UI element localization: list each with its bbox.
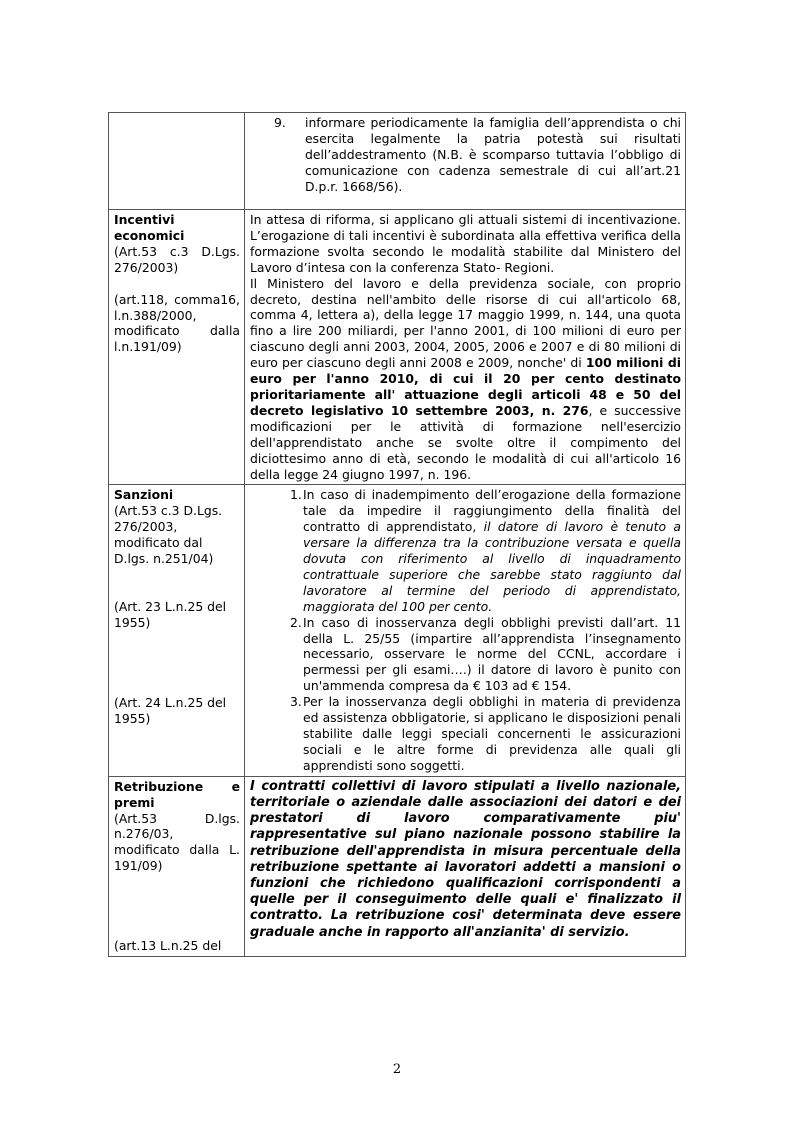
row1-content-cell: [245, 113, 686, 210]
list-item-number: 1.: [290, 487, 302, 503]
legal-reference: (Art.53 D.lgs. n.276/03, modificato dalla L. 191/09): [114, 810, 240, 874]
row3-label-cell: [109, 485, 245, 776]
list-item-number: 9.: [274, 115, 286, 130]
row3-content-cell: [245, 485, 686, 776]
list-item-text: Per la inosservanza degli obblighi in materia di previdenza ed assistenza obbligatorie, si applicano le disposizioni penali stabilite dalle leggi speciali concernenti le assicurazioni sociali e le altre forme di previdenza alle quali gli apprendisti sono soggetti.: [303, 694, 681, 773]
row4-content-cell: [245, 776, 686, 956]
row4-label-cell: [109, 776, 245, 956]
table-row: [109, 776, 686, 956]
list-item: [274, 115, 681, 195]
paragraph: I contratti collettivi di lavoro stipulati a livello nazionale, territoriale o aziendale dalle associazioni dei datori e dei prestatori di lavoro comparativamente piu' rappresentative sul piano nazionale possono stabilire la retribuzione dell'apprendista in misura percentuale della retribuzione spettante ai lavoratori addetti a mansioni o funzioni che richiedono qualificazioni corrispondenti a quelle per il conseguimento delle quali e' finalizzato il contratto. La retribuzione cosi' determinata deve essere graduale anche in rapporto all'anzianita' di servizio.: [250, 778, 681, 940]
list-item-number: 2.: [290, 614, 302, 630]
legal-reference: (Art.53 c.3 D.Lgs. 276/2003, modificato dal D.lgs. n.251/04): [114, 503, 223, 567]
list-item-text: informare periodicamente la famiglia dell’apprendista o chi esercita legalmente la patria potestà sui risultati dell’addestramento (N.B. è scomparso tuttavia l’obbligo di comunicazione con cadenza semestrale di cui all’art.21 D.p.r. 1668/56).: [305, 115, 681, 194]
list-item: [290, 614, 681, 695]
table-row: [109, 113, 686, 210]
row-label: Retribuzione e premi: [114, 778, 240, 810]
row2-content-cell: [245, 210, 686, 485]
paragraph: Il Ministero del lavoro e della previdenza sociale, con proprio decreto, destina nell'ambito delle risorse di cui all'articolo 68, comma 4, lettera a), della legge 17 maggio 1999, n. 144, una quota fino a lire 200 miliardi, per l'anno 2001, di 100 milioni di euro per ciascuno degli anni 2003, 2004, 2005, 2006 e 2007 e di 80 milioni di euro per ciascuno degli anni 2008 e 2009, nonche' di 100 milioni di euro per l'anno 2010, di cui il 20 per cento destinato prioritariamente all' attuazione degli articoli 48 e 50 del decreto legislativo 10 settembre 2003, n. 276, e successive modificazioni per le attività di formazione nell'esercizio dell'apprendistato anche se svolte oltre il compimento del diciottesimo anno di età, secondo le modalità di cui all'articolo 16 della legge 24 giugno 1997, n. 196.: [250, 275, 682, 482]
paragraph: In attesa di riforma, si applicano gli attuali sistemi di incentivazione. L’erogazione di tali incentivi è subordinata alla effettiva verifica della formazione svolta secondo le modalità stabilite dal Ministero del Lavoro d’intesa con la conferenza Stato- Regioni.: [250, 212, 681, 275]
legal-reference: (Art. 23 L.n.25 del 1955): [114, 598, 227, 630]
table-row: [109, 485, 686, 776]
list-item-text: In caso di inosservanza degli obblighi previsti dall’art. 11 della L. 25/55 (impartire all’apprendista l’insegnamento necessario, osservare le norme del CCNL, accordare i permessi per gli esami….) il datore di lavoro è punito con un'ammenda compresa da € 103 ad € 154.: [303, 614, 681, 694]
row1-label-cell: [109, 113, 245, 210]
regulation-table: [108, 112, 686, 957]
legal-reference: (art.118, comma16, l.n.388/2000, modificato dalla l.n.191/09): [114, 291, 240, 355]
page-number: 2: [392, 1062, 402, 1077]
legal-reference: (Art. 24 L.n.25 del 1955): [114, 694, 227, 726]
sanctions-list: [250, 487, 681, 773]
legal-reference: (art.13 L.n.25 del: [114, 938, 222, 954]
list-item-number: 3.: [290, 694, 302, 710]
list-item: 1. In caso di inadempimento dell’erogazione della formazione tale da impedire il raggiungimento della finalità del contratto di apprendistato, il datore di lavoro è tenuto a versare la differenza tra la contribuzione versata e quella dovuta con riferimento al livello di inquadramento contrattuale superiore che sarebbe stato raggiunto dal lavoratore al termine del periodo di apprendistato, maggiorata del 100 per cento.: [290, 487, 681, 614]
legal-reference: (Art.53 c.3 D.Lgs. 276/2003): [114, 243, 240, 275]
obligations-list: [250, 115, 681, 195]
table-row: [109, 210, 686, 485]
row-label: Incentivi economici: [114, 212, 185, 243]
row2-label-cell: [109, 210, 245, 485]
list-item: [290, 694, 681, 774]
row-label: Sanzioni: [114, 487, 174, 503]
